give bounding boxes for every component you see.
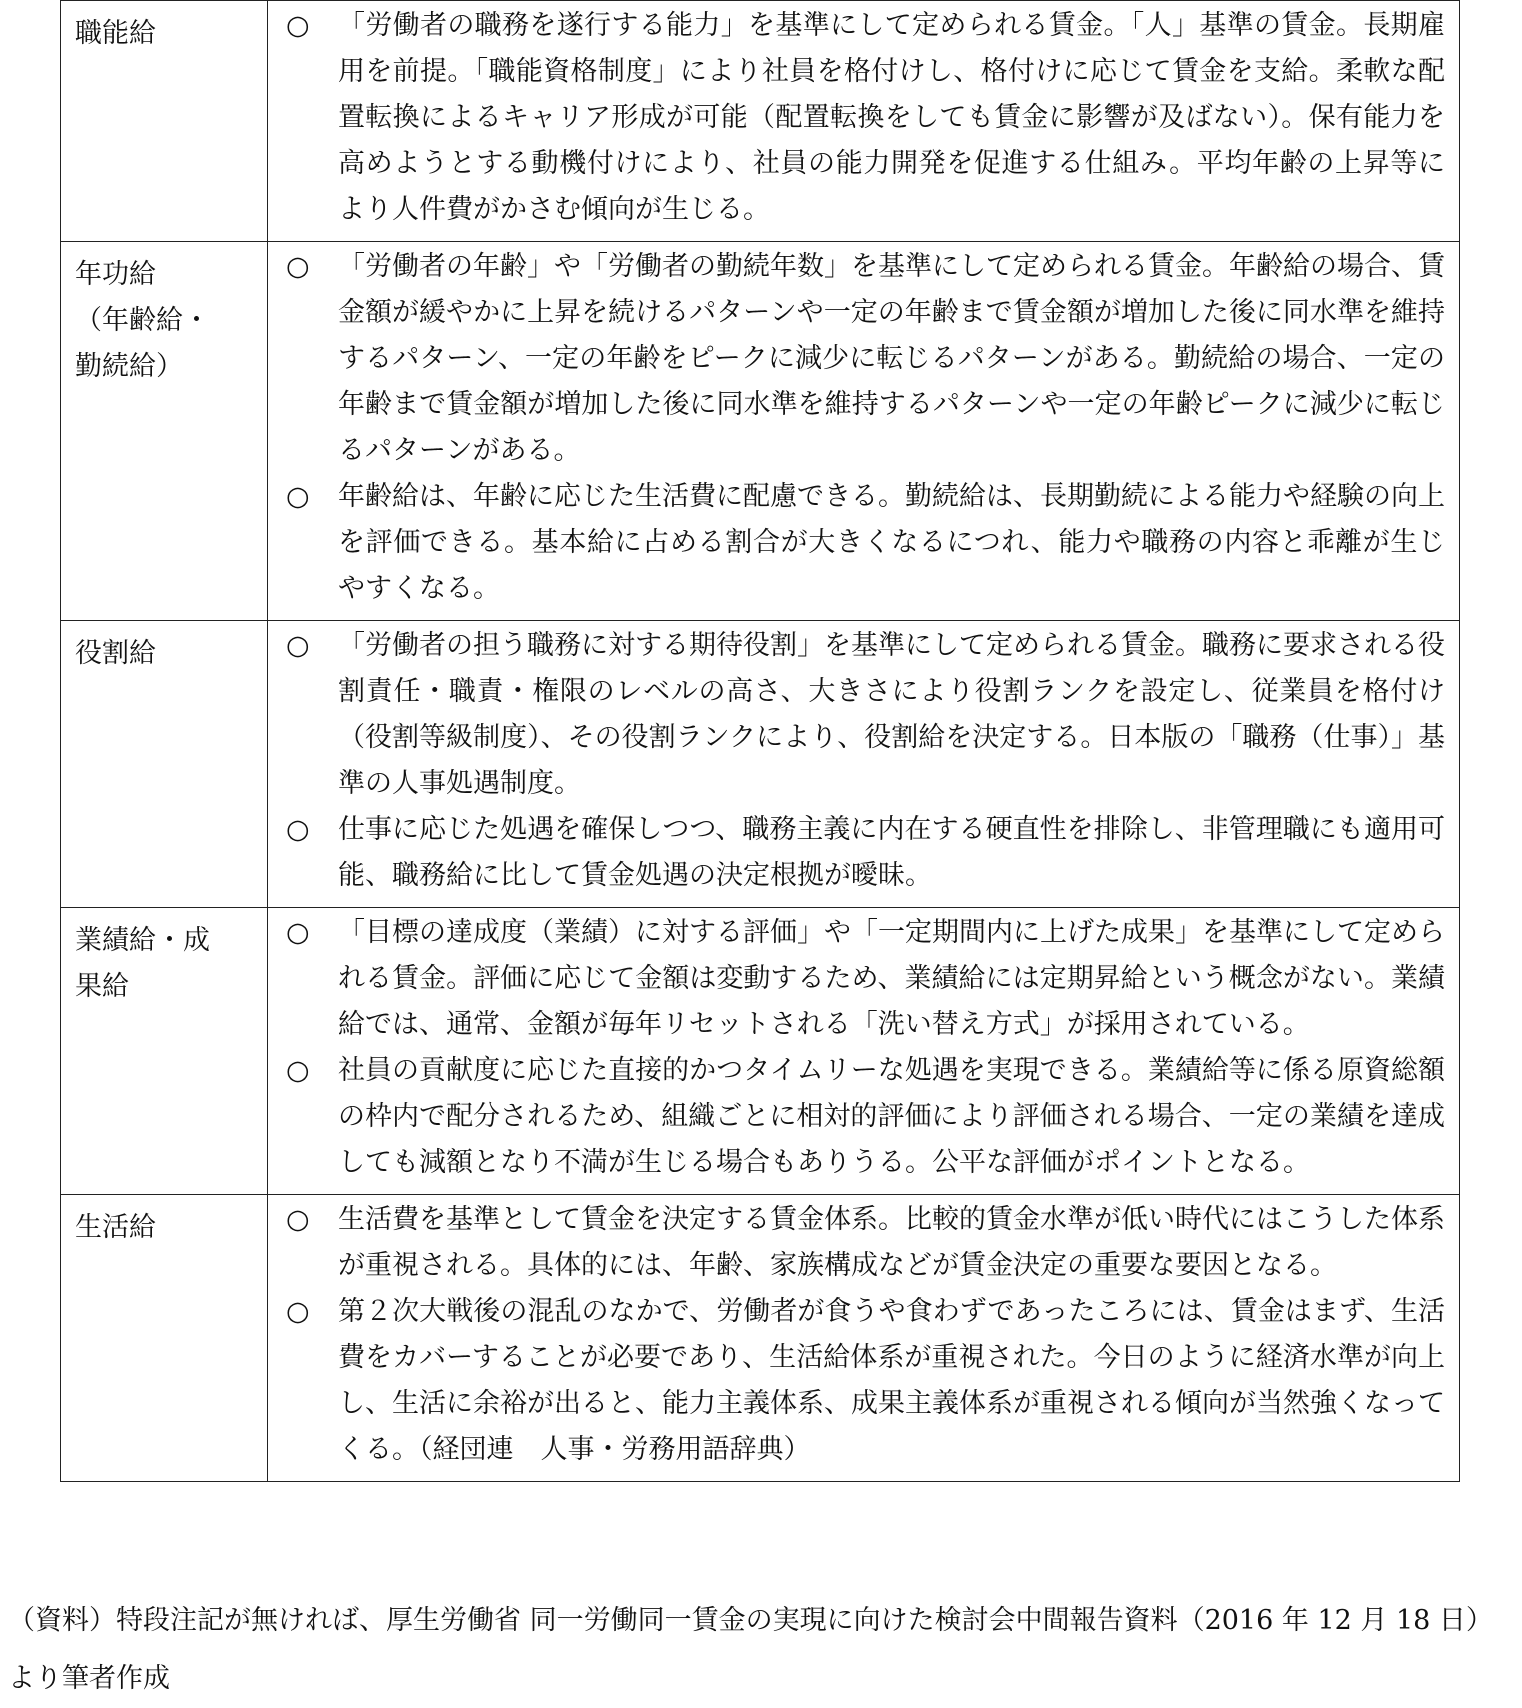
table-row [61,1,1460,242]
description-item [286,807,1445,899]
wage-type-label: （年齢給・ [75,305,210,336]
wage-type-label: 役割給 [75,638,156,669]
description-cell [268,621,1460,908]
circle-bullet: ○ [286,917,310,948]
description-cell [268,1195,1460,1482]
wage-type-cell [61,1195,268,1482]
circle-bullet: ○ [286,1204,310,1235]
description-item [286,623,1445,807]
source-note: （資料）特段注記が無ければ、厚生労働省 同一労働同一賃金の実現に向けた検討会中間報告資料（2016 年 12 月 18 日）より筆者作成 [8,1605,1493,1694]
circle-bullet: ○ [286,251,310,282]
table-row [61,621,1460,908]
description-item [286,474,1445,612]
circle-bullet: ○ [286,1296,310,1327]
wage-type-label: 業績給・成 [75,925,210,956]
description-item [286,1197,1445,1289]
wage-type-label: 職能給 [75,18,156,49]
description-text: 「労働者の職務を遂行する能力」を基準にして定められる賃金。「人」基準の賃金。長期雇用を前提。「職能資格制度」により社員を格付けし、格付けに応じて賃金を支給。柔軟な配置転換によるキャリア形成が可能（配置転換をしても賃金に影響が及ばない）。保有能力を高めようとする動機付けにより、社員の能力開発を促進する仕組み。平均年齢の上昇等により人件費がかさむ傾向が生じる。 [338,10,1445,225]
table-row [61,908,1460,1195]
description-text: 「目標の達成度（業績）に対する評価」や「一定期間内に上げた成果」を基準にして定められる賃金。評価に応じて金額は変動するため、業績給には定期昇給という概念がない。業績給では、通常、金額が毎年リセットされる「洗い替え方式」が採用されている。 [338,917,1445,1040]
wage-type-cell [61,242,268,621]
description-text: 生活費を基準として賃金を決定する賃金体系。比較的賃金水準が低い時代にはこうした体系が重視される。具体的には、年齢、家族構成などが賃金決定の重要な要因となる。 [338,1204,1445,1281]
description-item [286,244,1445,474]
description-cell [268,1,1460,242]
circle-bullet: ○ [286,630,310,661]
wage-type-cell [61,1,268,242]
description-item [286,910,1445,1048]
circle-bullet: ○ [286,10,310,41]
description-item [286,1289,1445,1473]
description-item [286,3,1445,233]
description-cell [268,242,1460,621]
circle-bullet: ○ [286,481,310,512]
table-row [61,242,1460,621]
description-item [286,1048,1445,1186]
circle-bullet: ○ [286,814,310,845]
wage-type-cell [61,621,268,908]
wage-type-label: 勤続給） [75,351,183,382]
description-text: 社員の貢献度に応じた直接的かつタイムリーな処遇を実現できる。業績給等に係る原資総額の枠内で配分されるため、組織ごとに相対的評価により評価される場合、一定の業績を達成しても減額となり不満が生じる場合もありうる。公平な評価がポイントとなる。 [338,1055,1445,1178]
wage-system-table [60,0,1460,1482]
wage-type-cell [61,908,268,1195]
description-cell [268,908,1460,1195]
circle-bullet: ○ [286,1055,310,1086]
description-text: 「労働者の担う職務に対する期待役割」を基準にして定められる賃金。職務に要求される役割責任・職責・権限のレベルの高さ、大きさにより役割ランクを設定し、従業員を格付け（役割等級制度）、その役割ランクにより、役割給を決定する。日本版の「職務（仕事）」基準の人事処遇制度。 [338,630,1445,799]
table-row [61,1195,1460,1482]
description-text: 仕事に応じた処遇を確保しつつ、職務主義に内在する硬直性を排除し、非管理職にも適用可能、職務給に比して賃金処遇の決定根拠が曖昧。 [338,814,1445,891]
wage-type-label: 生活給 [75,1212,156,1243]
description-text: 「労働者の年齢」や「労働者の勤続年数」を基準にして定められる賃金。年齢給の場合、賃金額が緩やかに上昇を続けるパターンや一定の年齢まで賃金額が増加した後に同水準を維持するパターン、一定の年齢をピークに減少に転じるパターンがある。勤続給の場合、一定の年齢まで賃金額が増加した後に同水準を維持するパターンや一定の年齢ピークに減少に転じるパターンがある。 [338,251,1445,466]
wage-type-label: 果給 [75,971,129,1002]
wage-type-label: 年功給 [75,259,156,290]
description-text: 第２次大戦後の混乱のなかで、労働者が食うや食わずであったころには、賃金はまず、生活費をカバーすることが必要であり、生活給体系が重視された。今日のように経済水準が向上し、生活に余裕が出ると、能力主義体系、成果主義体系が重視される傾向が当然強くなってくる。（経団連 人事・労務用語辞典） [338,1296,1445,1465]
description-text: 年齢給は、年齢に応じた生活費に配慮できる。勤続給は、長期勤続による能力や経験の向上を評価できる。基本給に占める割合が大きくなるにつれ、能力や職務の内容と乖離が生じやすくなる。 [338,481,1445,604]
